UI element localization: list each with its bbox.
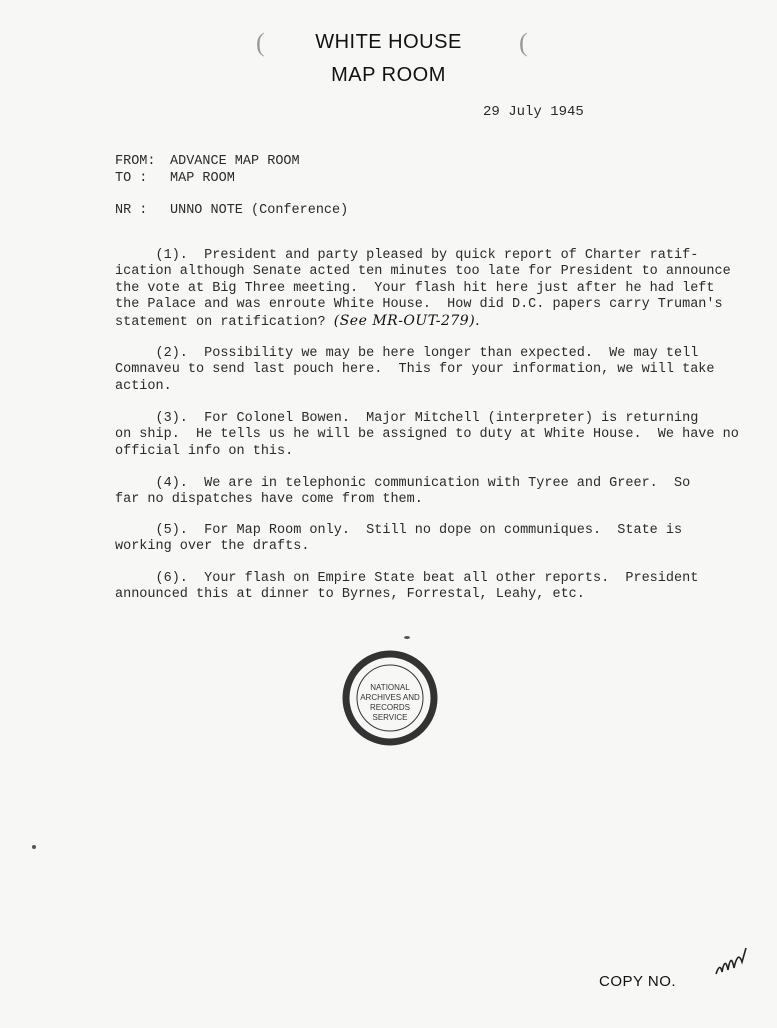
header-line2: MAP ROOM bbox=[331, 64, 446, 86]
to-label: TO : bbox=[115, 171, 148, 186]
handwritten-note: (See MR-OUT-279). bbox=[333, 313, 481, 330]
to-value: MAP ROOM bbox=[170, 171, 235, 186]
initials-signature-icon bbox=[712, 942, 752, 982]
paragraph-2: (2). Possibility we may be here longer than expected. We may tell Comnaveu to send last pouch here. This for your information, we will take action. bbox=[115, 346, 715, 394]
svg-text:ARCHIVES AND: ARCHIVES AND bbox=[360, 693, 420, 702]
paragraph-4: (4). We are in telephonic communication with Tyree and Greer. So far no dispatches have come from them. bbox=[115, 476, 691, 508]
from-line bbox=[115, 154, 300, 169]
header-line1: WHITE HOUSE bbox=[315, 31, 462, 53]
from-value: ADVANCE MAP ROOM bbox=[170, 154, 300, 169]
nr-label: NR : bbox=[115, 203, 148, 218]
paper-speck bbox=[404, 636, 410, 639]
right-mark: ( bbox=[519, 28, 528, 57]
from-label: FROM: bbox=[115, 154, 156, 169]
paragraph-5: (5). For Map Room only. Still no dope on communiques. State is working over the drafts. bbox=[115, 523, 683, 555]
copy-number-label: COPY NO. bbox=[599, 973, 677, 990]
nr-line bbox=[115, 203, 348, 218]
svg-text:RECORDS: RECORDS bbox=[369, 703, 411, 712]
svg-text:NATIONAL: NATIONAL bbox=[370, 683, 410, 692]
paragraph-1 bbox=[115, 248, 731, 331]
paragraph-3: (3). For Colonel Bowen. Major Mitchell (interpreter) is returning on ship. He tells us he will be assigned to duty at White House. We have no official info on this. bbox=[115, 411, 739, 459]
paper-speck bbox=[32, 845, 36, 849]
to-line bbox=[115, 171, 235, 186]
paragraph-6: (6). Your flash on Empire State beat all other reports. President announced this at dinner to Byrnes, Forrestal, Leahy, etc. bbox=[115, 571, 699, 603]
left-mark: ( bbox=[256, 28, 265, 57]
paragraph-1-text: (1). President and party pleased by quick report of Charter ratif- ication although Senate acted ten minutes too late for President to announce the vote at Big Three meeting. Your flash hit here just after he had left the Palace and was enroute White House. How did D.C. papers carry Truman's statement on ratification? bbox=[115, 248, 731, 331]
archive-stamp-icon bbox=[342, 650, 438, 746]
svg-text:SERVICE: SERVICE bbox=[372, 713, 408, 722]
document-date: 29 July 1945 bbox=[483, 104, 584, 120]
nr-value: UNNO NOTE (Conference) bbox=[170, 203, 349, 218]
